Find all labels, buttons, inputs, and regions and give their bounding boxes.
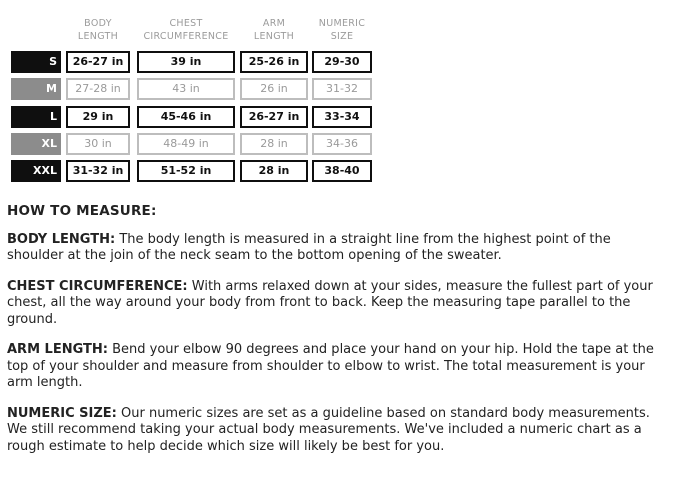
cell-s-numeric: 29-30 [312,51,372,73]
cell-xl-body-length: 30 in [66,133,130,155]
cell-s-chest: 39 in [137,51,235,73]
header-body-length: BODY LENGTH [77,18,119,42]
size-chart [0,0,400,190]
size-label-l: L [11,106,61,128]
measure-instructions [7,203,662,469]
header-chest-circumference: CHEST CIRCUMFERENCE [143,18,229,42]
numeric-size-paragraph [7,406,662,456]
size-label-s: S [11,51,61,73]
cell-xl-arm-length: 28 in [240,133,308,155]
numeric-size-label: NUMERIC SIZE: [7,405,117,421]
cell-l-body-length: 29 in [66,106,130,128]
cell-l-arm-length: 26-27 in [240,106,308,128]
header-numeric-size: NUMERIC SIZE [318,18,366,42]
cell-xxl-body-length: 31-32 in [66,160,130,182]
body-length-label: BODY LENGTH: [7,231,116,247]
header-arm-length: ARM LENGTH [253,18,295,42]
how-to-measure-heading: HOW TO MEASURE: [7,203,157,219]
numeric-size-text: Our numeric sizes are set as a guideline based on standard body measurements. We still recommend taking your actual body measurements. We've included a numeric chart as a rough estimate to help decide which size will likely be best for you. [7,405,650,454]
cell-s-arm-length: 25-26 in [240,51,308,73]
arm-length-label: ARM LENGTH: [7,342,108,357]
cell-xxl-arm-length: 28 in [240,160,308,182]
cell-s-body-length: 26-27 in [66,51,130,73]
size-label-xxl: XXL [11,160,61,182]
body-length-paragraph [7,232,662,265]
body-length-text: The body length is measured in a straight line from the highest point of the shoulder at the join of the neck seam to the bottom opening of the sweater. [7,231,611,263]
cell-l-chest: 45-46 in [137,106,235,128]
arm-length-text: Bend your elbow 90 degrees and place your hand on your hip. Hold the tape at the top of your shoulder and measure from shoulder to elbow to wrist. The total measurement is your arm length. [7,342,654,390]
size-label-m: M [11,78,61,100]
chest-label: CHEST CIRCUMFERENCE: [7,278,188,294]
size-label-xl: XL [11,133,61,155]
cell-m-numeric: 31-32 [312,78,372,100]
cell-xxl-chest: 51-52 in [137,160,235,182]
chest-text: With arms relaxed down at your sides, measure the fullest part of your chest, all the way around your body from front to back. Keep the measuring tape parallel to the ground. [7,278,653,327]
cell-xl-numeric: 34-36 [312,133,372,155]
cell-xxl-numeric: 38-40 [312,160,372,182]
arm-length-paragraph [7,342,662,392]
chest-paragraph [7,279,662,329]
cell-xl-chest: 48-49 in [137,133,235,155]
cell-m-chest: 43 in [137,78,235,100]
cell-m-body-length: 27-28 in [66,78,130,100]
cell-l-numeric: 33-34 [312,106,372,128]
cell-m-arm-length: 26 in [240,78,308,100]
